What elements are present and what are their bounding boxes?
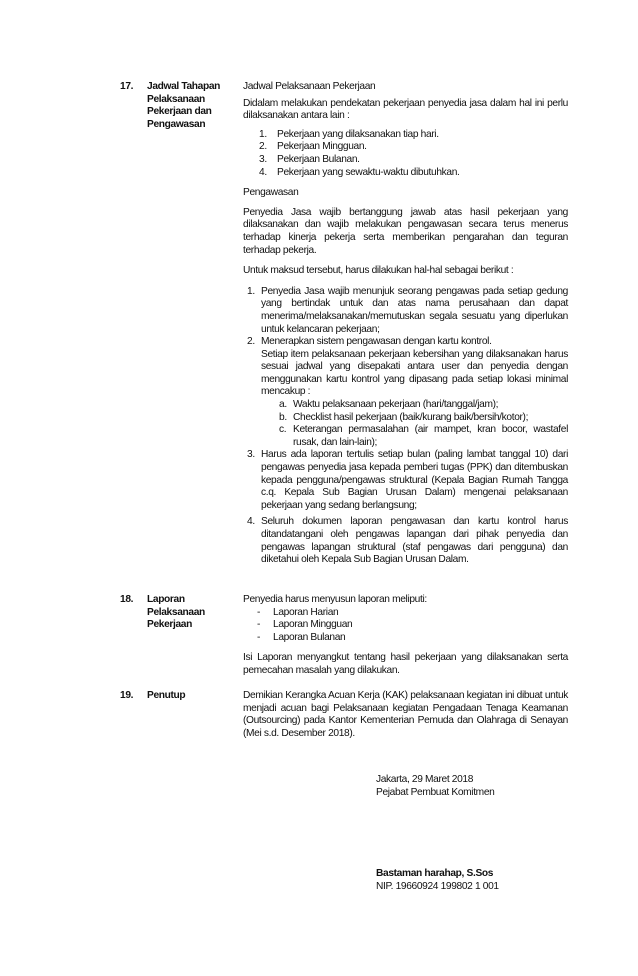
signatory-nip: NIP. 19660924 199802 1 001 xyxy=(376,880,499,892)
sub-list-item: c. Keterangan permasalahan (air mampet, kran bocor, wastafel rusak, dan lain-lain); xyxy=(279,424,568,448)
report-list xyxy=(243,607,568,645)
schedule-list xyxy=(243,129,568,179)
list-item: - Laporan Mingguan xyxy=(257,619,353,631)
list-item: 2. Menerapkan sistem pengawasan dengan kartu kontrol. Setiap item pelaksanaan pekerjaan kebersihan yang dilaksanakan harus sesuai jadwal yang disepakati antara user dan penyedia dengan menggunakan kartu kontrol yang dipasang pada setiap lokasi minimal mencakup : a. Waktu pelaksanaan pekerjaan (hari/tanggal/jam); b. Checklist hasil pekerjaan (baik/kurang baik/bersih/kotor); c. Keterangan permasalahan (air mampet, kran bocor, wastafel rusak, dan lain-lain); xyxy=(247,336,568,448)
list-item: 1. Penyedia Jasa wajib menunjuk seorang pengawas pada setiap gedung yang bertindak untuk dan atas nama perusahaan dan dapat menerima/melaksanakan/memutuskan segala sesuatu yang diperlukan untuk kelancaran pekerjaan; xyxy=(247,285,568,335)
section-content xyxy=(243,594,568,686)
list-item: 3. Harus ada laporan tertulis setiap bulan (paling lambat tanggal 10) dari pengawas penyedia jasa kepada pemberi tugas (PPK) dan ditembuskan kepada pengguna/pengawas struktural (Kepala Bagian Rumah Tangga c.q. Kepala Sub Bagian Urusan Dalam) mengenai pelaksanaan pekerjaan yang sedang berlangsung; xyxy=(247,449,568,511)
section-number: 17. xyxy=(120,81,134,92)
section-title: Laporan Pelaksanaan Pekerjaan xyxy=(147,594,205,631)
subheading-pengawasan: Pengawasan xyxy=(243,187,299,199)
section-content xyxy=(243,81,568,575)
list-item: - Laporan Bulanan xyxy=(257,631,346,643)
paragraph: Penyedia Jasa wajib bertanggung jawab atas hasil pekerjaan yang dilaksanakan dan wajib melakukan pengawasan secara terus menerus terhadap kinerja pekerja serta memberikan pengarahan dan teguran terhadap pekerja. xyxy=(243,206,568,256)
section-number: 19. xyxy=(120,690,134,701)
paragraph: Untuk maksud tersebut, harus dilakukan hal-hal sebagai berikut : xyxy=(243,265,514,277)
list-item: 1. Pekerjaan yang dilaksanakan tiap hari. xyxy=(259,128,439,140)
list-item: 3. Pekerjaan Bulanan. xyxy=(259,153,360,165)
paragraph: Penyedia harus menyusun laporan meliputi: xyxy=(243,594,427,605)
section-content xyxy=(243,690,568,748)
list-item: 2. Pekerjaan Mingguan. xyxy=(259,141,367,153)
sub-list xyxy=(261,399,568,449)
signatory xyxy=(376,868,576,893)
list-item: 4. Pekerjaan yang sewaktu-waktu dibutuhkan. xyxy=(259,166,460,178)
paragraph: Demikian Kerangka Acuan Kerja (KAK) pelaksanaan kegiatan ini dibuat untuk menjadi acuan bagi Pelaksanaan kegiatan Pengadaan Tenaga Keamanan (Outsourcing) pada Kantor Kementerian Pemuda dan Olahraga di Senayan (Mei s.d. Desember 2018). xyxy=(243,690,568,739)
section-title: Penutup xyxy=(147,690,186,701)
paragraph: Isi Laporan menyangkut tentang hasil pekerjaan yang dilaksanakan serta pemecahan masalah yang dilakukan. xyxy=(243,652,568,676)
section-number: 18. xyxy=(120,594,134,605)
section-title: Jadwal Tahapan Pelaksanaan Pekerjaan dan Pengawasan xyxy=(147,81,221,130)
signatory-name: Bastaman harahap, S.Sos xyxy=(376,868,494,879)
signature-block xyxy=(376,774,576,799)
signatory-role: Pejabat Pembuat Komitmen xyxy=(376,786,495,798)
sub-list-item: a. Waktu pelaksanaan pekerjaan (hari/tanggal/jam); xyxy=(279,399,499,411)
list-item: - Laporan Harian xyxy=(257,606,339,618)
paragraph: Didalam melakukan pendekatan pekerjaan penyedia jasa dalam hal ini perlu dilaksanakan antara lain : xyxy=(243,97,568,122)
sub-list-item: b. Checklist hasil pekerjaan (baik/kurang baik/bersih/kotor); xyxy=(279,411,529,423)
place-date: Jakarta, 29 Maret 2018 xyxy=(376,774,474,785)
list-item: 4. Seluruh dokumen laporan pengawasan dan kartu kontrol harus ditandatangani oleh pengawas lapangan dari pihak penyedia dan pengawas lapangan struktural (staf pengawas dari pengguna) dan diketahui oleh Kepala Sub Bagian Urusan Dalam. xyxy=(247,516,568,566)
subheading-jadwal: Jadwal Pelaksanaan Pekerjaan xyxy=(243,81,376,92)
supervision-list xyxy=(243,286,568,567)
